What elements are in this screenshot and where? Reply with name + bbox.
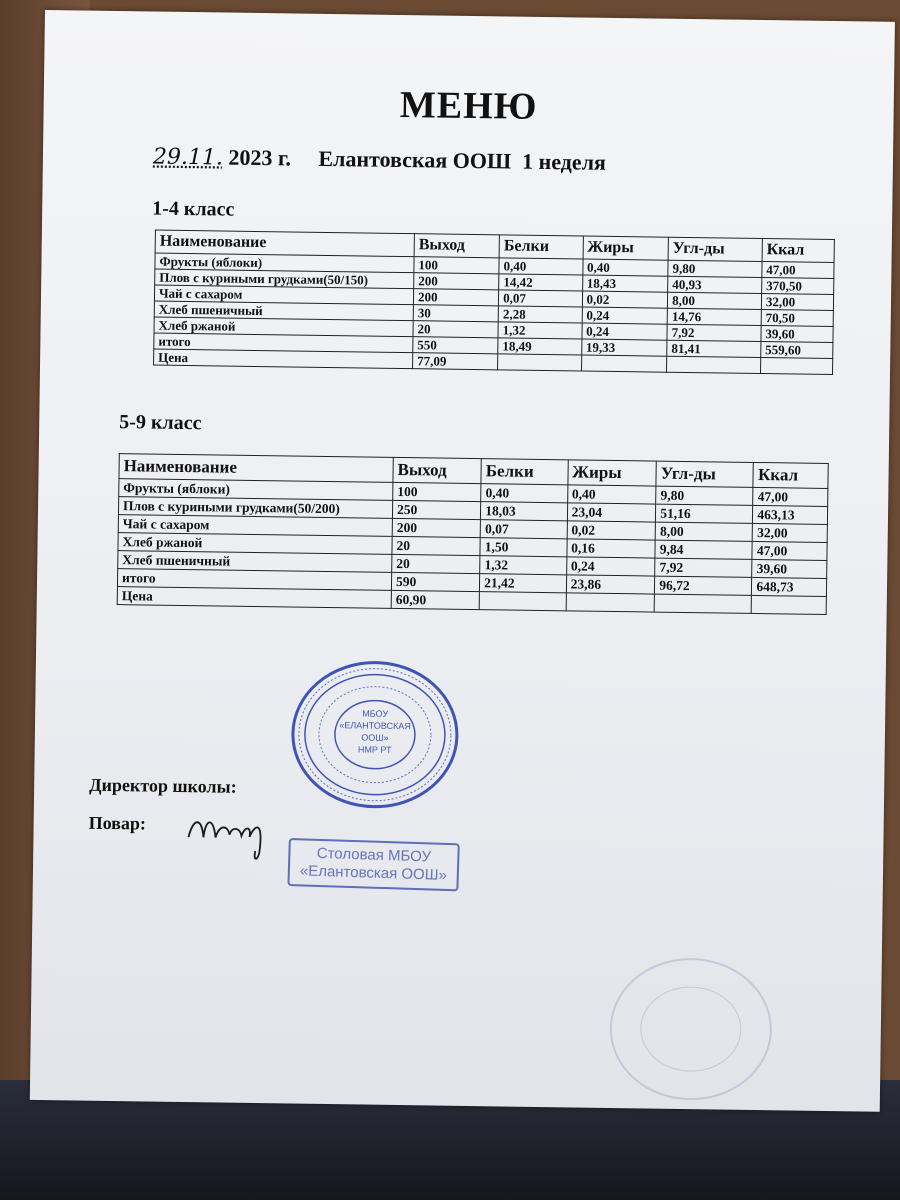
cook-label: Повар:	[88, 812, 147, 834]
col-name: Наименование	[155, 230, 414, 257]
cell-carbs: 7,92	[667, 324, 761, 341]
cell-kcal: 70,50	[761, 310, 833, 327]
cell-yield: 77,09	[413, 353, 498, 370]
cell-fat	[566, 593, 655, 612]
cell-yield: 60,90	[391, 590, 479, 609]
cell-protein: 21,42	[480, 574, 567, 593]
col-yield: Выход	[414, 234, 499, 258]
cell-yield: 100	[414, 257, 499, 274]
cell-fat: 0,02	[567, 521, 656, 540]
cell-protein: 2,28	[498, 306, 582, 323]
col-protein: Белки	[499, 235, 583, 259]
cell-yield: 200	[413, 289, 498, 306]
section-label-5-9: 5-9 класс	[119, 411, 202, 435]
cell-fat: 0,16	[567, 539, 656, 558]
cell-fat: 0,40	[582, 259, 668, 276]
faint-stamp-impression	[600, 948, 782, 1110]
cell-kcal: 39,60	[761, 326, 833, 343]
cell-carbs: 96,72	[655, 576, 752, 595]
menu-table-5-9	[117, 453, 829, 615]
director-label: Директор школы:	[89, 774, 237, 797]
cell-carbs	[654, 594, 751, 613]
cell-name: Цена	[154, 349, 413, 369]
cell-kcal: 559,60	[761, 342, 833, 359]
cell-protein: 0,07	[480, 520, 567, 539]
cell-fat: 0,02	[582, 291, 668, 308]
cell-yield: 590	[391, 572, 479, 591]
cell-yield: 550	[413, 337, 498, 354]
cell-protein	[498, 354, 582, 371]
cell-fat: 0,24	[566, 557, 655, 576]
cell-yield: 200	[392, 518, 480, 537]
seal-line-3: ООШ»	[361, 732, 389, 743]
cell-kcal: 463,13	[753, 505, 828, 524]
cell-protein: 1,32	[498, 322, 582, 339]
col-protein: Белки	[481, 459, 568, 485]
cell-fat: 23,86	[566, 575, 655, 594]
cell-name: Хлеб ржаной	[154, 317, 413, 337]
cell-carbs: 81,41	[667, 340, 761, 357]
col-kcal: Ккал	[762, 239, 834, 263]
cell-kcal	[752, 595, 827, 614]
cell-carbs: 9,80	[668, 260, 762, 277]
cell-yield: 20	[392, 554, 480, 573]
col-fat: Жиры	[568, 460, 657, 486]
cell-protein	[479, 592, 566, 611]
round-school-seal	[284, 653, 466, 815]
col-kcal: Ккал	[753, 462, 828, 488]
cell-carbs: 40,93	[668, 276, 762, 293]
cell-yield: 20	[413, 321, 498, 338]
cell-carbs: 8,00	[655, 522, 752, 541]
cell-name: Цена	[117, 587, 391, 609]
cell-name: Чай с сахаром	[118, 515, 392, 537]
cell-fat: 19,33	[581, 339, 667, 356]
menu-table-1-4	[153, 230, 835, 375]
cell-kcal: 47,00	[762, 262, 834, 279]
handwritten-date: 29.11.	[152, 144, 224, 171]
cell-kcal: 648,73	[752, 577, 827, 596]
cell-kcal	[760, 358, 832, 375]
school-week: 2023 г. Елантовская ООШ 1 неделя	[222, 144, 607, 175]
cell-kcal: 47,00	[753, 487, 828, 506]
seal-line-4: НМР РТ	[357, 744, 392, 755]
seal-line-1: МБОУ	[362, 708, 389, 719]
cell-kcal: 32,00	[761, 294, 833, 311]
section-label-1-4: 1-4 класс	[152, 197, 235, 221]
cell-fat	[581, 355, 667, 372]
page-title: МЕНЮ	[399, 83, 538, 128]
cell-fat: 23,04	[567, 503, 656, 522]
cell-name: Плов с куриными грудками(50/150)	[155, 269, 414, 289]
col-carbs: Угл-ды	[668, 237, 762, 261]
col-yield: Выход	[393, 457, 482, 483]
cell-name: Хлеб пшеничный	[118, 551, 392, 573]
cell-name: Чай с сахаром	[154, 285, 413, 305]
cell-protein: 14,42	[499, 274, 583, 291]
cell-protein: 18,03	[481, 502, 568, 521]
menu-sheet	[30, 10, 895, 1112]
cell-protein: 1,50	[480, 538, 567, 557]
cell-fat: 0,24	[582, 323, 668, 340]
cell-kcal: 370,50	[762, 278, 834, 295]
cell-name: Хлеб ржаной	[118, 533, 392, 555]
cell-protein: 1,32	[480, 556, 567, 575]
cell-carbs: 8,00	[668, 292, 762, 309]
cell-protein: 0,07	[499, 290, 583, 307]
cell-carbs: 9,84	[655, 540, 752, 559]
col-fat: Жиры	[583, 236, 669, 260]
stamp-line-2: «Елантовская ООШ»	[299, 862, 448, 884]
cell-protein: 0,40	[499, 258, 583, 275]
cell-kcal: 39,60	[752, 559, 827, 578]
cell-kcal: 47,00	[752, 541, 827, 560]
cell-kcal: 32,00	[753, 523, 828, 542]
cell-carbs: 7,92	[655, 558, 752, 577]
cell-fat: 0,40	[567, 485, 656, 504]
cell-carbs: 51,16	[656, 504, 753, 523]
cell-yield: 100	[393, 482, 481, 501]
cell-yield: 250	[392, 500, 480, 519]
cook-signature	[183, 802, 304, 864]
cell-protein: 18,49	[498, 338, 582, 355]
col-name: Наименование	[119, 454, 393, 483]
cell-carbs	[667, 356, 761, 373]
date-line	[153, 144, 606, 176]
cell-fat: 0,24	[582, 307, 668, 324]
cell-name: Плов с куриными грудками(50/200)	[118, 497, 392, 519]
cell-yield: 20	[392, 536, 480, 555]
seal-line-2: «ЕЛАНТОВСКАЯ	[339, 720, 411, 732]
cell-name: Фрукты (яблоки)	[155, 253, 414, 273]
cell-protein: 0,40	[481, 484, 568, 503]
cell-carbs: 14,76	[667, 308, 761, 325]
cell-name: Хлеб пшеничный	[154, 301, 413, 321]
stamp-line-1: Столовая МБОУ	[316, 844, 432, 866]
cell-name: итого	[154, 333, 413, 353]
cell-name: Фрукты (яблоки)	[119, 479, 393, 501]
canteen-stamp	[287, 838, 459, 891]
cell-carbs: 9,80	[656, 486, 753, 505]
cell-yield: 30	[413, 305, 498, 322]
col-carbs: Угл-ды	[656, 461, 754, 487]
cell-name: итого	[117, 569, 391, 591]
cell-yield: 200	[414, 273, 499, 290]
cell-fat: 18,43	[582, 275, 668, 292]
